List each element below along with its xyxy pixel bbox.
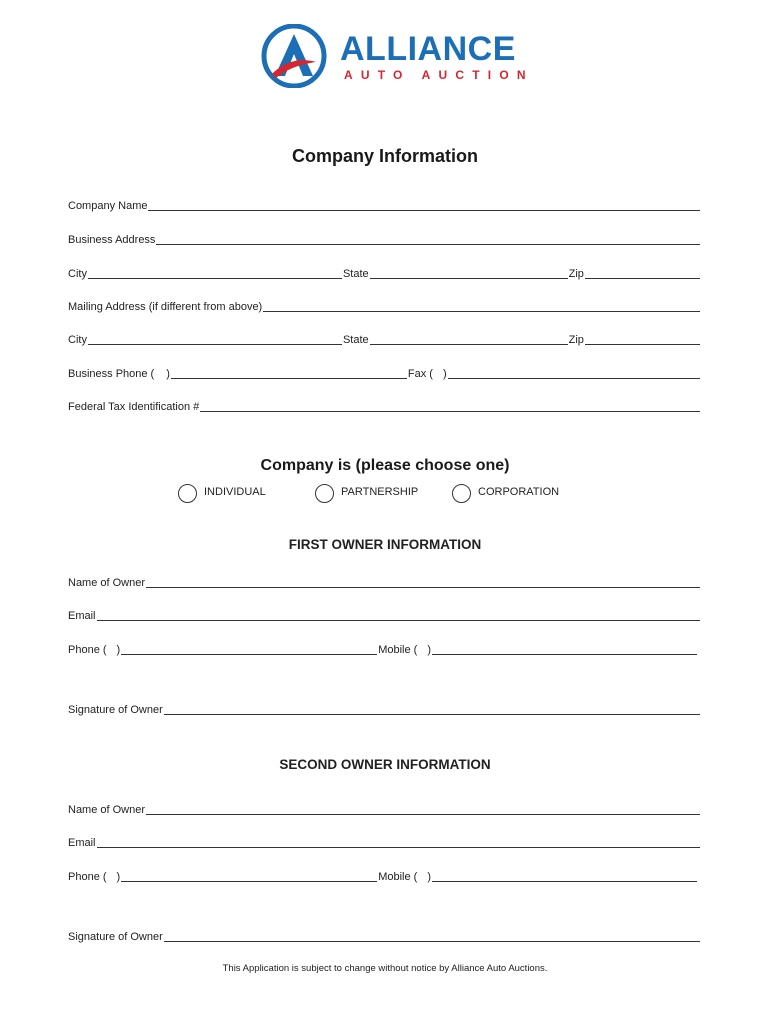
- second-owner-signature-field[interactable]: [68, 928, 701, 944]
- option-individual[interactable]: [178, 482, 266, 503]
- first-owner-mobile-blank[interactable]: [432, 654, 697, 655]
- second-owner-signature-label: Signature of Owner: [68, 931, 163, 943]
- second-owner-email-blank[interactable]: [97, 847, 700, 848]
- mailing-zip-blank[interactable]: [585, 344, 700, 345]
- mailing-state-blank[interactable]: [370, 344, 568, 345]
- logo-brand-text: ALLIANCE: [340, 30, 516, 68]
- company-information-title: Company Information: [291, 146, 478, 166]
- second-owner-email-field[interactable]: [68, 834, 701, 850]
- second-owner-phone-close: ): [116, 871, 121, 883]
- business-address-label: Business Address: [68, 234, 156, 246]
- second-owner-mobile-close: ): [427, 871, 431, 883]
- first-owner-phone-label: Phone (: [68, 644, 107, 656]
- first-owner-mobile-close: ): [427, 644, 431, 656]
- alliance-a-logo-icon: [258, 24, 330, 88]
- business-phone-close: ): [166, 368, 170, 380]
- mailing-city-label: City: [68, 334, 87, 346]
- first-owner-phone-mobile-row: [68, 641, 701, 657]
- second-owner-name-blank[interactable]: [146, 814, 700, 815]
- partnership-label: PARTNERSHIP: [341, 486, 419, 498]
- mailing-city-blank[interactable]: [88, 344, 342, 345]
- second-owner-phone-mobile-row: [68, 868, 701, 884]
- second-owner-email-label: Email: [68, 837, 96, 849]
- fax-close: ): [442, 368, 447, 380]
- second-owner-mobile-blank[interactable]: [432, 881, 697, 882]
- mailing-zip-label: Zip: [568, 334, 584, 346]
- city-label: City: [68, 268, 87, 280]
- option-partnership[interactable]: [315, 482, 418, 503]
- second-owner-name-field[interactable]: [68, 801, 701, 817]
- company-type-title: Company is (please choose one): [260, 457, 510, 474]
- mailing-city-state-zip-row: [68, 331, 701, 347]
- company-name-field[interactable]: [68, 197, 701, 213]
- footer-notice: This Application is subject to change without notice by Alliance Auto Auctions.: [222, 963, 548, 974]
- city-blank[interactable]: [88, 278, 342, 279]
- first-owner-phone-close: ): [116, 644, 121, 656]
- alliance-logo: [258, 24, 534, 88]
- second-owner-mobile-label: Mobile (: [378, 871, 418, 883]
- fax-blank[interactable]: [448, 378, 700, 379]
- company-name-label: Company Name: [68, 200, 148, 212]
- corporation-radio[interactable]: [452, 484, 471, 503]
- second-owner-title: SECOND OWNER INFORMATION: [279, 757, 491, 772]
- business-phone-label: Business Phone (: [68, 368, 155, 380]
- company-name-blank[interactable]: [148, 210, 700, 211]
- city-state-zip-row: [68, 265, 701, 281]
- first-owner-signature-label: Signature of Owner: [68, 704, 163, 716]
- logo-tagline: AUTO AUCTION: [344, 68, 534, 82]
- zip-label: Zip: [568, 268, 584, 280]
- business-address-field[interactable]: [68, 231, 701, 247]
- first-owner-signature-field[interactable]: [68, 701, 701, 717]
- corporation-label: CORPORATION: [478, 486, 560, 498]
- first-owner-name-blank[interactable]: [146, 587, 700, 588]
- option-corporation[interactable]: [452, 482, 559, 503]
- second-owner-signature-blank[interactable]: [164, 941, 700, 942]
- first-owner-phone-blank[interactable]: [121, 654, 377, 655]
- federal-tax-id-label: Federal Tax Identification #: [68, 401, 200, 413]
- first-owner-signature-blank[interactable]: [164, 714, 700, 715]
- federal-tax-id-field[interactable]: [68, 398, 701, 414]
- state-label: State: [342, 268, 369, 280]
- first-owner-email-blank[interactable]: [97, 620, 700, 621]
- first-owner-title: FIRST OWNER INFORMATION: [288, 537, 482, 552]
- second-owner-name-label: Name of Owner: [68, 804, 146, 816]
- fax-label: Fax (: [407, 368, 433, 380]
- individual-radio[interactable]: [178, 484, 197, 503]
- first-owner-mobile-label: Mobile (: [378, 644, 418, 656]
- second-owner-phone-label: Phone (: [68, 871, 107, 883]
- first-owner-name-field[interactable]: [68, 574, 701, 590]
- first-owner-email-field[interactable]: [68, 607, 701, 623]
- mailing-address-label: Mailing Address (if different from above): [68, 301, 263, 313]
- business-phone-fax-row: [68, 365, 701, 381]
- mailing-address-field[interactable]: [68, 298, 701, 314]
- second-owner-phone-blank[interactable]: [121, 881, 377, 882]
- business-phone-blank[interactable]: [171, 378, 407, 379]
- first-owner-email-label: Email: [68, 610, 96, 622]
- partnership-radio[interactable]: [315, 484, 334, 503]
- mailing-state-label: State: [342, 334, 369, 346]
- state-blank[interactable]: [370, 278, 568, 279]
- business-address-blank[interactable]: [156, 244, 700, 245]
- individual-label: INDIVIDUAL: [204, 486, 266, 498]
- company-type-options: [0, 482, 770, 508]
- federal-tax-id-blank[interactable]: [200, 411, 700, 412]
- zip-blank[interactable]: [585, 278, 700, 279]
- mailing-address-blank[interactable]: [263, 311, 700, 312]
- first-owner-name-label: Name of Owner: [68, 577, 146, 589]
